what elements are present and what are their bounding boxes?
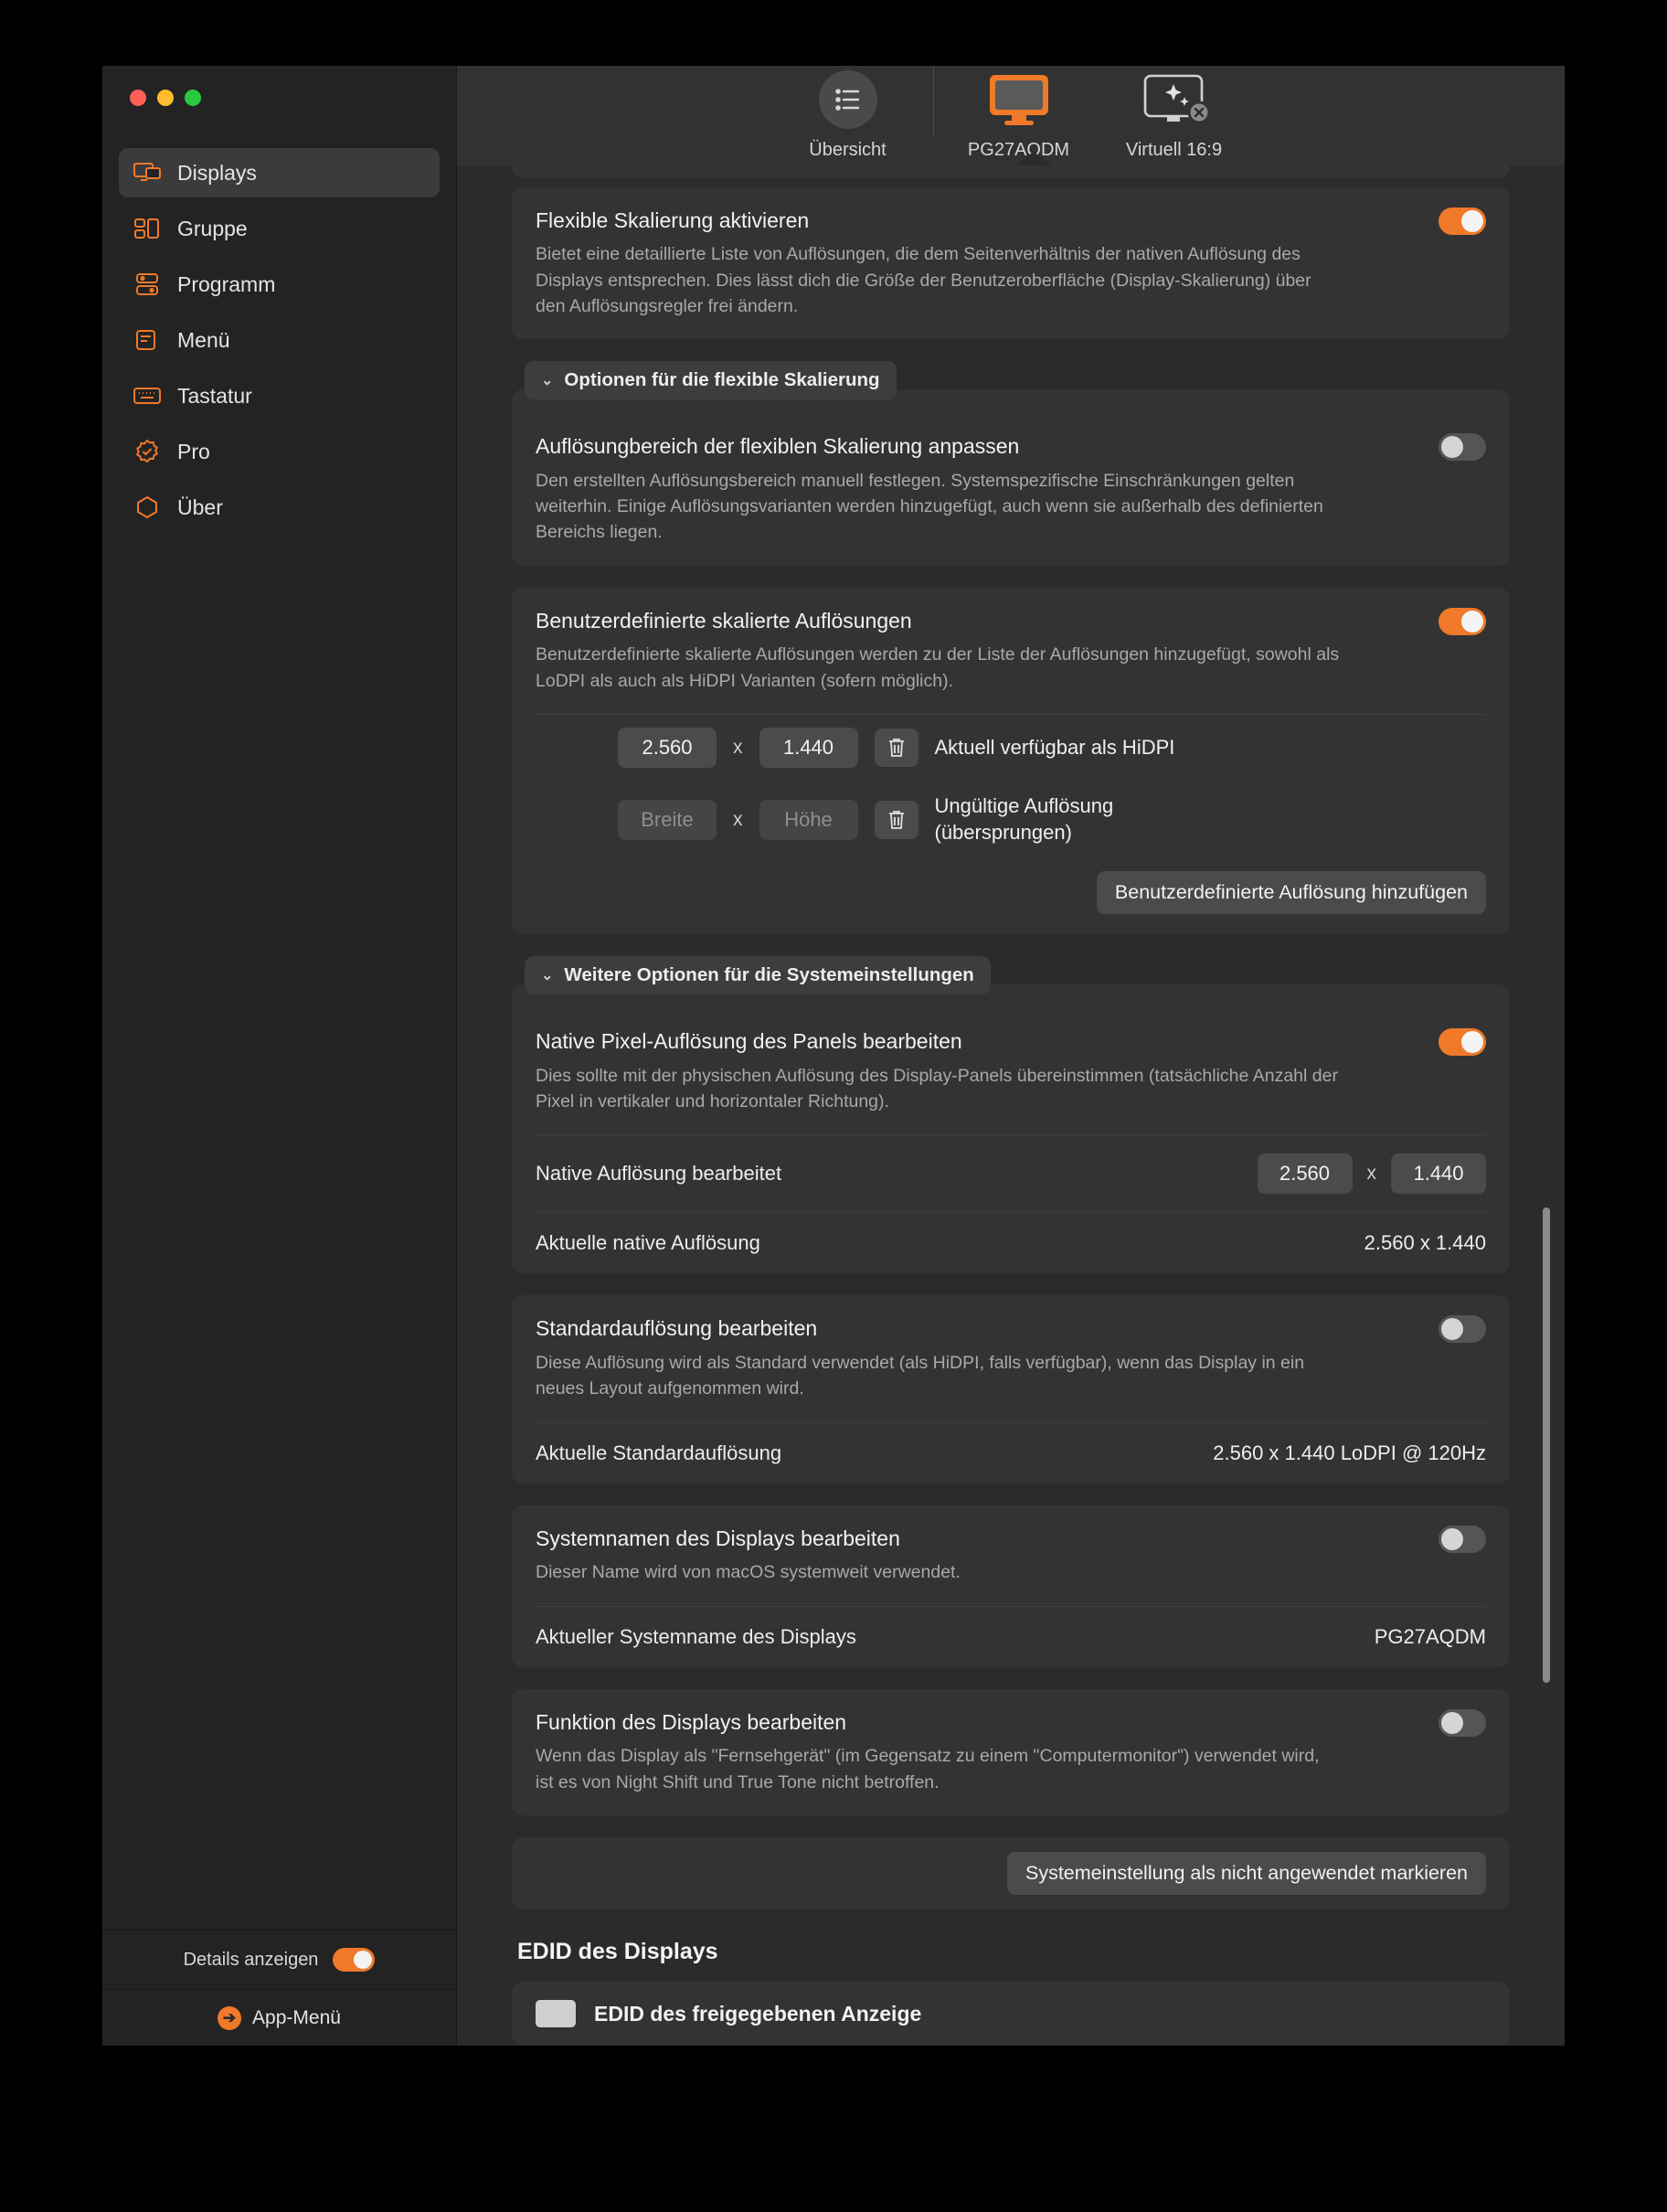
mark-not-applied-button[interactable]: Systemeinstellung als nicht angewendet markieren [1007,1852,1486,1895]
status-line-2: (übersprungen) [934,820,1072,844]
custom-resolution-status-1: Aktuell verfügbar als HiDPI [934,735,1175,759]
card-display-function [512,1689,1510,1815]
sidebar-item-label: Pro [177,439,210,463]
x-separator: x [733,736,743,758]
default-resolution-toggle[interactable] [1439,1315,1486,1343]
details-label: Details anzeigen [183,1949,319,1970]
window-controls [102,66,456,124]
sidebar-item-menu[interactable] [119,315,440,365]
custom-resolutions-toggle[interactable] [1439,608,1486,635]
display-function-row [536,1689,1486,1815]
system-name-desc: Dieser Name wird von macOS systemweit verwendet. [536,1562,961,1583]
native-height-input[interactable]: 1.440 [1391,1154,1486,1194]
toolbar-divider [933,67,934,138]
sidebar-nav [102,124,456,1930]
native-width-input[interactable]: 2.560 [1258,1154,1353,1194]
toolbar-item-pg27aqdm[interactable] [941,70,1097,161]
card-default-resolution [512,1295,1510,1483]
native-edited-row [536,1135,1486,1212]
displays-icon [133,159,161,186]
resolution-range-title: Auflösungbereich der flexiblen Skalierung anpassen [536,434,1020,459]
card-flexible-scaling [512,187,1510,340]
sidebar-item-label: Menü [177,327,230,352]
add-resolution-row [536,858,1486,934]
flexible-scaling-row [536,187,1486,340]
chevron-down-icon: ⌄ [541,373,554,389]
system-name-current-label: Aktueller Systemname des Displays [536,1624,856,1648]
custom-resolutions-row [536,588,1486,714]
section-header-label: Weitere Optionen für die Systemeinstellungen [564,964,974,986]
card-mark-button [512,1837,1510,1909]
sidebar-item-gruppe[interactable] [119,204,440,253]
settings-scroll-area[interactable] [457,165,1565,2046]
edid-thumbnail-icon [536,2000,576,2027]
app-menu-label: App-Menü [252,2006,341,2028]
native-pixel-row [536,1008,1486,1134]
minimize-button[interactable] [157,90,174,106]
system-name-title: Systemnamen des Displays bearbeiten [536,1526,900,1550]
status-line-1: Ungültige Auflösung [934,793,1114,817]
sidebar-item-displays[interactable] [119,148,440,197]
toolbar-item-uebersicht[interactable] [770,70,926,161]
sidebar-item-label: Programm [177,271,276,296]
toolbar-selection-indicator [1014,152,1054,166]
native-edited-label: Native Auflösung bearbeitet [536,1162,782,1186]
system-name-current-row [536,1607,1486,1667]
flexible-scaling-desc: Bietet eine detaillierte Liste von Auflösungen, die dem Seitenverhältnis der nativen Auflösung des Displays entsprechen. Dies lässt dich die Größe der Benutzeroberfläche (Display-Skalierung) über den Auflösungsregler frei ändern. [536,244,1311,316]
custom-resolutions-title: Benutzerdefinierte skalierte Auflösungen [536,608,912,633]
custom-resolution-row-2 [536,781,1486,858]
sidebar-item-pro[interactable] [119,427,440,476]
sidebar-item-label: Tastatur [177,383,252,408]
menu-icon [133,326,161,354]
default-resolution-title: Standardauflösung bearbeiten [536,1316,818,1341]
x-separator: x [1366,1163,1376,1185]
chevron-down-icon: ⌄ [541,968,554,984]
native-pixel-title: Native Pixel-Auflösung des Panels bearbeiten [536,1029,962,1054]
sidebar-item-label: Displays [177,160,257,185]
edid-row-label: EDID des freigegebenen Anzeige [594,2001,922,2026]
flexible-scaling-toggle[interactable] [1439,207,1486,235]
card-partial-top [512,165,1510,178]
toolbar-item-label: Übersicht [809,139,887,160]
display-function-toggle[interactable] [1439,1709,1486,1737]
native-current-label: Aktuelle native Auflösung [536,1231,760,1255]
system-name-row [536,1505,1486,1606]
custom-resolutions-desc: Benutzerdefinierte skalierte Auflösungen werden zu der Liste der Auflösungen hinzugefügt, sowohl als LoDPI als auch als HiDPI Varianten (sofern möglich). [536,644,1340,691]
sidebar-item-label: Über [177,495,223,519]
default-resolution-desc: Diese Auflösung wird als Standard verwendet (als HiDPI, falls verfügbar), wenn das Display in ein neues Layout aufgenommen wird. [536,1353,1305,1399]
toolbar-item-label: PG27AQDM [967,139,1070,160]
custom-width-input-2[interactable]: Breite [618,800,717,840]
card-edid [512,1982,1510,2046]
sidebar-item-ueber[interactable] [119,483,440,532]
custom-resolution-row-1 [536,715,1486,781]
main-area [457,66,1565,2046]
keyboard-icon [133,382,161,409]
delete-icon[interactable] [875,728,918,767]
resolution-range-row [536,413,1486,566]
default-resolution-current-value: 2.560 x 1.440 LoDPI @ 120Hz [1213,1441,1486,1464]
group-icon [133,215,161,242]
resolution-range-desc: Den erstellten Auflösungsbereich manuell festlegen. Systemspezifische Einschränkungen gelten weiterhin. Einige Auflösungsvarianten werden hinzugefügt, auch wenn sie außerhalb des definierten Bereichs liegen. [536,470,1323,543]
close-button[interactable] [130,90,146,106]
add-custom-resolution-button[interactable]: Benutzerdefinierte Auflösung hinzufügen [1097,871,1486,914]
custom-height-input-1[interactable]: 1.440 [759,728,858,768]
about-icon [133,494,161,521]
virtual-display-icon [1136,70,1213,129]
program-icon [133,271,161,298]
default-resolution-current-label: Aktuelle Standardauflösung [536,1441,782,1464]
delete-icon[interactable] [875,801,918,839]
native-current-row [536,1213,1486,1273]
default-resolution-current-row [536,1423,1486,1484]
section-header-system-options[interactable] [525,956,991,994]
app-window [102,66,1565,2046]
toolbar-item-virtuell[interactable] [1097,70,1252,161]
card-system-name [512,1505,1510,1667]
details-toggle[interactable] [333,1948,375,1972]
native-pixel-desc: Dies sollte mit der physischen Auflösung des Display-Panels übereinstimmen (tatsächliche Anzahl der Pixel in vertikaler und horizontaler Richtung). [536,1065,1338,1112]
card-custom-resolutions [512,588,1510,934]
maximize-button[interactable] [185,90,201,106]
native-pixel-toggle[interactable] [1439,1028,1486,1056]
native-current-value: 2.560 x 1.440 [1364,1231,1486,1255]
flexible-scaling-title: Flexible Skalierung aktivieren [536,207,810,232]
arrow-right-icon: ➔ [218,2006,241,2030]
custom-resolution-status-2 [935,793,1114,845]
resolution-range-toggle[interactable] [1439,433,1486,461]
card-flexible-options [512,389,1510,566]
sidebar-item-programm[interactable] [119,260,440,309]
sidebar-item-tastatur[interactable] [119,371,440,420]
sidebar [102,66,457,2046]
system-name-current-value: PG27AQDM [1374,1624,1486,1648]
system-name-toggle[interactable] [1439,1526,1486,1553]
sidebar-footer [102,1930,456,2046]
pro-icon [133,438,161,465]
monitor-icon [981,70,1057,129]
custom-height-input-2[interactable]: Höhe [759,800,858,840]
toolbar [457,66,1565,165]
sidebar-item-label: Gruppe [177,216,248,240]
app-menu-button[interactable] [102,1989,456,2046]
details-row [102,1930,456,1989]
edid-section-title: EDID des Displays [517,1939,718,1964]
custom-width-input-1[interactable]: 2.560 [618,728,717,768]
list-icon [810,70,887,129]
section-header-flexible-options[interactable] [525,361,897,399]
toolbar-item-label: Virtuell 16:9 [1125,139,1223,160]
section-header-label: Optionen für die flexible Skalierung [564,369,880,391]
vertical-scrollbar[interactable] [1543,1207,1550,1683]
display-function-title: Funktion des Displays bearbeiten [536,1709,847,1734]
display-function-desc: Wenn das Display als "Fernsehgerät" (im Gegensatz zu einem "Computermonitor") verwendet wird, ist es von Night Shift und True Tone nicht betroffen. [536,1746,1320,1792]
card-native-resolution [512,984,1510,1273]
default-resolution-row [536,1295,1486,1421]
x-separator: x [733,808,743,830]
